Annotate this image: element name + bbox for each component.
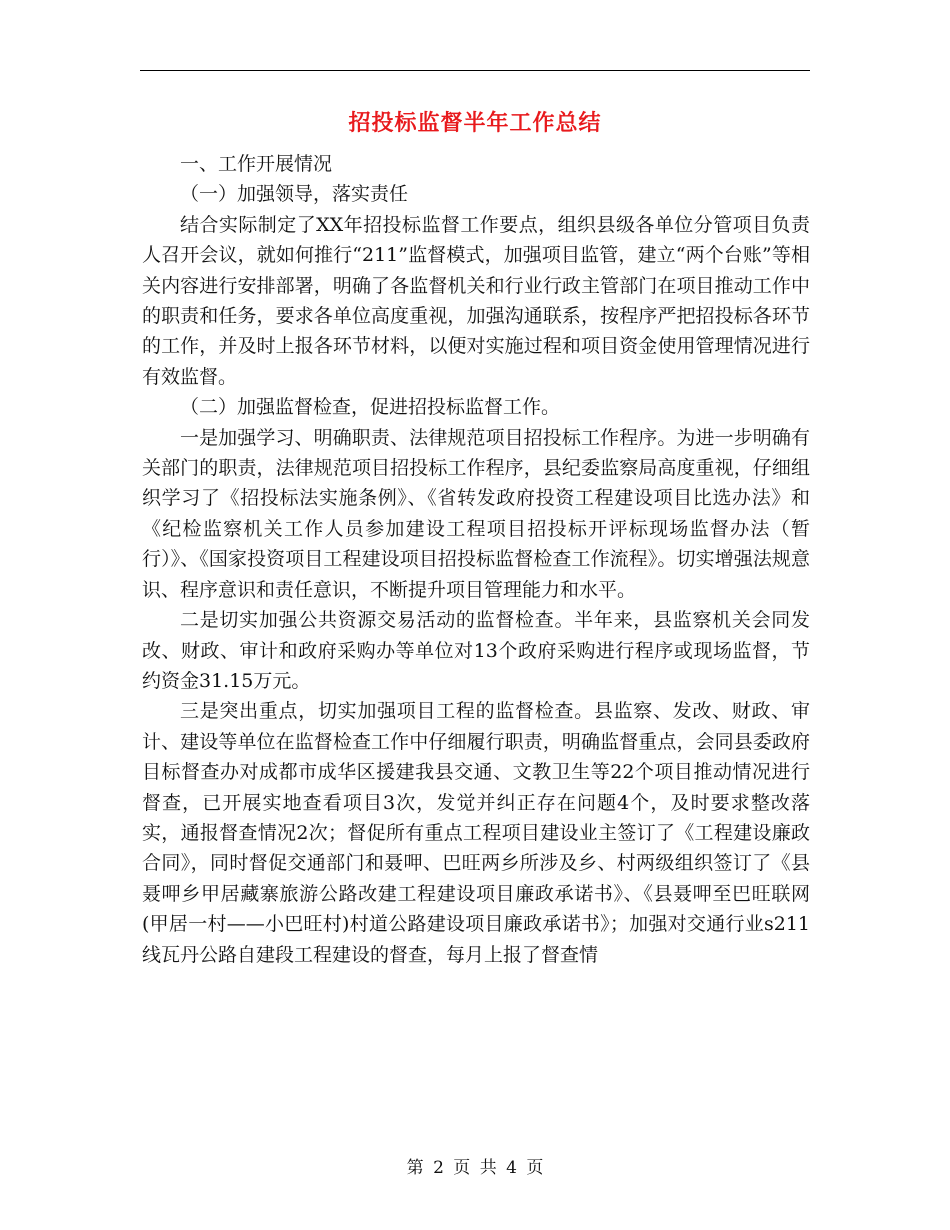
header-rule <box>140 70 810 71</box>
paragraph: 三是突出重点，切实加强项目工程的监督检查。县监察、发改、财政、审计、建设等单位在监督检查工作中仔细履行职责，明确监督重点，会同县委政府目标督查办对成都市成华区援建我县交通、文教卫生等22个项目推动情况进行督查，已开展实地查看项目3次，发觉并纠正存在问题4个，及时要求整改落实，通报督查情况2次；督促所有重点工程项目建设业主签订了《工程建设廉政合同》，同时督促交通部门和聂呷、巴旺两乡所涉及乡、村两级组织签订了《县聂呷乡甲居藏寨旅游公路改建工程建设项目廉政承诺书》、《县聂呷至巴旺联网(甲居一村——小巴旺村)村道公路建设项目廉政承诺书》；加强对交通行业s211线瓦丹公路自建段工程建设的督查，每月上报了督查情 <box>142 700 810 966</box>
subsection-heading: （一）加强领导，落实责任 <box>180 183 409 206</box>
paragraph: 二是切实加强公共资源交易活动的监督检查。半年来，县监察机关会同发改、财政、审计和政府采购办等单位对13个政府采购进行程序或现场监督，节约资金31.15万元。 <box>142 609 810 692</box>
paragraph: 一是加强学习、明确职责、法律规范项目招投标工作程序。为进一步明确有关部门的职责，法律规范项目招投标工作程序，县纪委监察局高度重视，仔细组织学习了《招投标法实施条例》、《省转发政府投资工程建设项目比选办法》和《纪检监察机关工作人员参加建设工程项目招投标开评标现场监督办法（暂行）》、《国家投资项目工程建设项目招投标监督检查工作流程》。切实增强法规意识、程序意识和责任意识，不断提升项目管理能力和水平。 <box>142 426 810 601</box>
document-body <box>142 149 810 970</box>
document-title: 招投标监督半年工作总结 <box>348 110 602 136</box>
paragraph: 结合实际制定了XX年招投标监督工作要点，组织县级各单位分管项目负责人召开会议，就如何推行“211”监督模式，加强项目监管，建立“两个台账”等相关内容进行安排部署，明确了各监督机关和行业行政主管部门在项目推动工作中的职责和任务，要求各单位高度重视，加强沟通联系，按程序严把招投标各环节的工作，并及时上报各环节材料，以便对实施过程和项目资金使用管理情况进行有效监督。 <box>142 213 810 388</box>
page-footer: 第 2 页 共 4 页 <box>406 1158 544 1178</box>
subsection-heading: （二）加强监督检查，促进招投标监督工作。 <box>180 396 561 419</box>
section-heading: 一、工作开展情况 <box>180 153 333 175</box>
